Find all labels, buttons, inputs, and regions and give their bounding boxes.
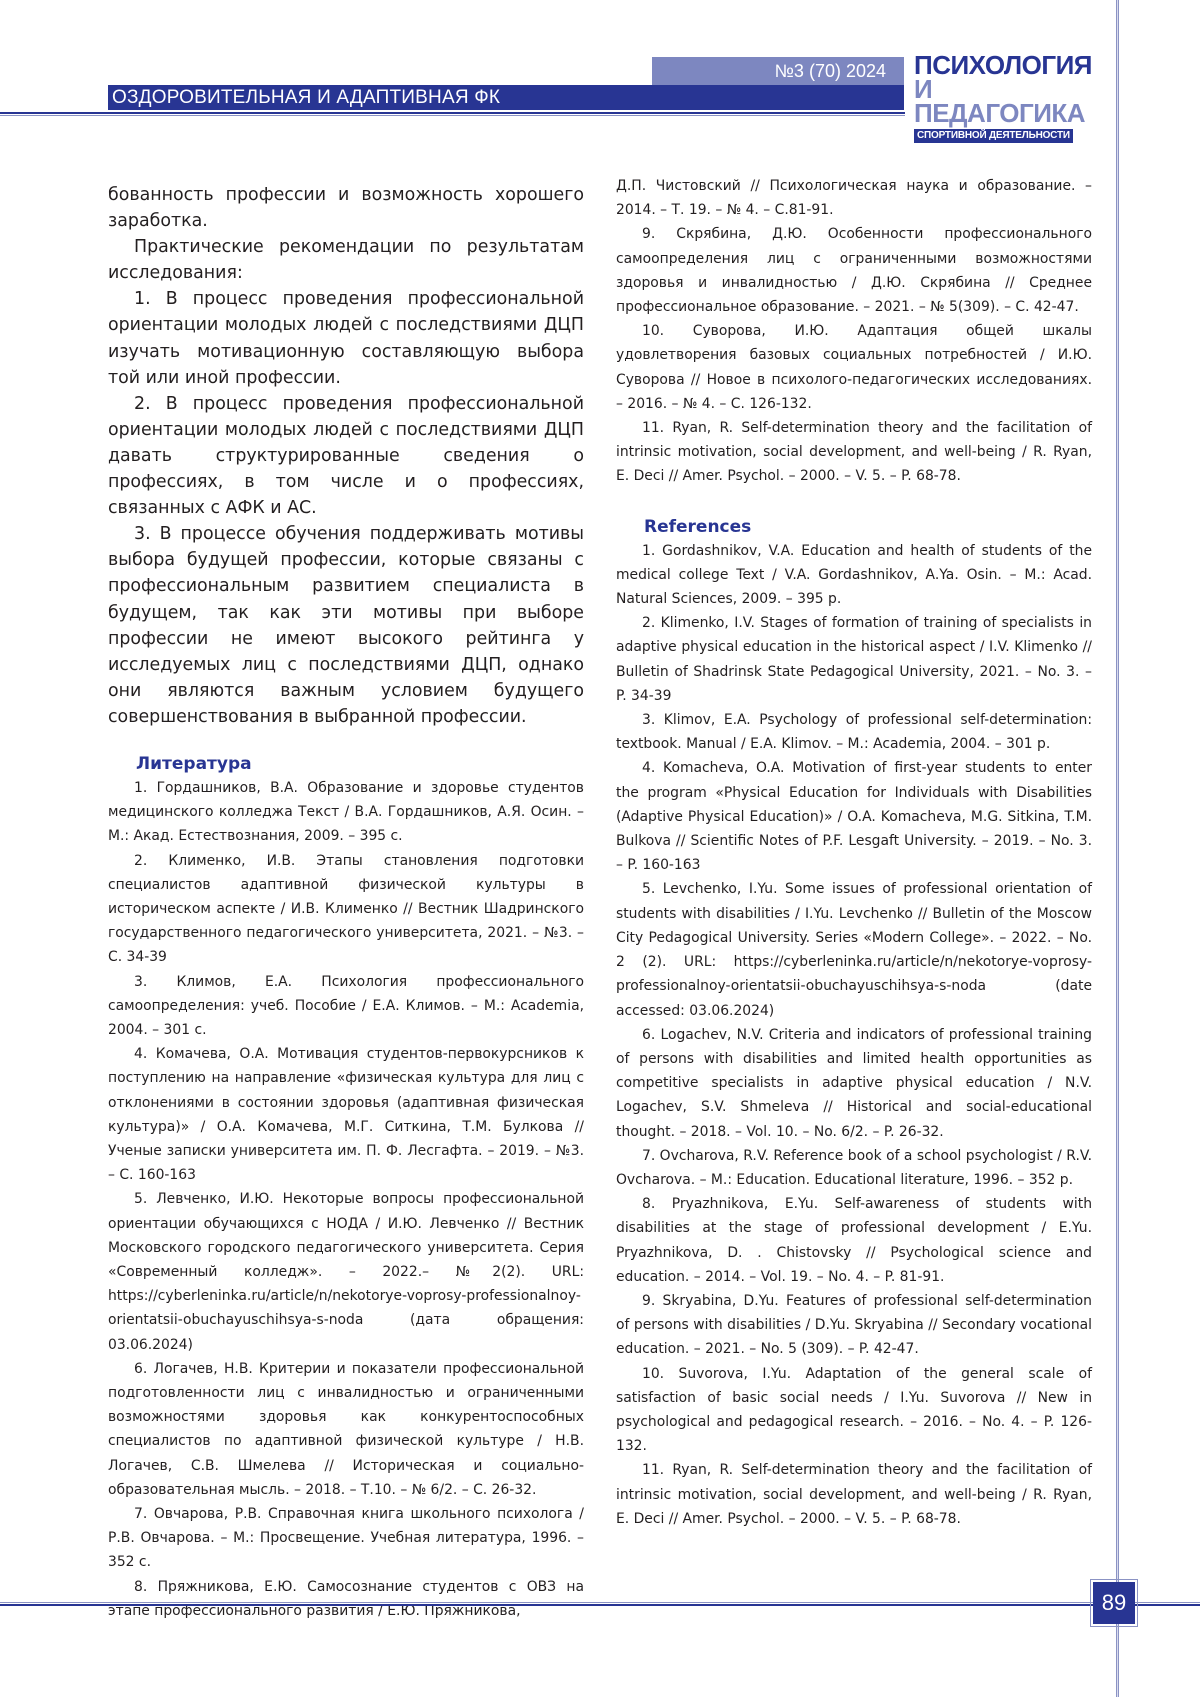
logo-line-2: И ПЕДАГОГИКА: [914, 74, 1086, 128]
literature-item: 6. Логачев, Н.В. Критерии и показатели профессиональной подготовленности лиц с инвалидностью и ограниченными возможностями здоровья как конкурентоспособных специалистов по адаптивной физической культуре / Н.В. Логачев, С.В. Шмелева // Историческая и социально-образовательная мысль. – 2018. – Т.10. – № 6/2. – С. 26-32.: [108, 1360, 584, 1498]
right-column: [616, 174, 1092, 1531]
literature-list: [108, 776, 584, 1623]
reference-item: 5. Levchenko, I.Yu. Some issues of professional orientation of students with disabilities / I.Yu. Levchenko // Bulletin of the Moscow City Pedagogical University. Series «Modern College». – 2022. – No. 2 (2). URL: https://cyberleninka.ru/article/n/nekotorye-voprosy-professionalnoy-orientatsii-obuchayuschihsya-s-noda (date accessed: 03.06.2024): [616, 881, 1092, 1019]
reference-item: 4. Komacheva, O.A. Motivation of first-year students to enter the program «Physical Education for Individuals with Disabilities (Adaptive Physical Education)» / O.A. Komacheva, M.G. Sitkina, T.M. Bulkova // Scientific Notes of P.F. Lesgaft University. – 2019. – No. 3. – P. 160-163: [616, 760, 1092, 874]
header-divider: [0, 112, 905, 116]
body-paragraph: 2. В процесс проведения профессиональной ориентации молодых людей с последствиями ДЦП давать структурированные сведения о профессиях, в том числе и о профессиях, связанных с АФК и АС.: [108, 393, 584, 519]
journal-logo: [914, 50, 1092, 143]
logo-line-1: ПСИХОЛОГИЯ: [914, 50, 1092, 80]
logo-line-3: СПОРТИВНОЙ ДЕЯТЕЛЬНОСТИ: [914, 129, 1073, 143]
footer-divider: [0, 1602, 1200, 1606]
reference-item: 6. Logachev, N.V. Criteria and indicators of professional training of persons with disabilities and limited health opportunities as competitive specialists in adaptive physical education / N.V. Logachev, S.V. Shmeleva // Historical and social-educational thought. – 2018. – Vol. 10. – No. 6/2. – P. 26-32.: [616, 1026, 1092, 1140]
page-number: 89: [1093, 1582, 1135, 1624]
reference-item: 7. Ovcharova, R.V. Reference book of a school psychologist / R.V. Ovcharova. – M.: Education. Educational literature, 1996. – 352 p.: [616, 1147, 1092, 1188]
reference-item: 2. Klimenko, I.V. Stages of formation of training of specialists in adaptive physical education in the historical aspect / I.V. Klimenko // Bulletin of Shadrinsk State Pedagogical University, 2021. – No. 3. – P. 34-39: [616, 615, 1092, 704]
literature-item: 2. Клименко, И.В. Этапы становления подготовки специалистов адаптивной физической культуры в историческом аспекте / И.В. Клименко // Вестник Шадринского государственного педагогического университета, 2021. – №3. – С. 34-39: [108, 852, 584, 966]
reference-item: 8. Pryazhnikova, E.Yu. Self-awareness of students with disabilities at the stage of professional development / E.Yu. Pryazhnikova, D. . Chistovsky // Psychological science and education. – 2014. – Vol. 19. – No. 4. – P. 81-91.: [616, 1196, 1092, 1285]
body-text: [108, 182, 584, 730]
literature-item: 5. Левченко, И.Ю. Некоторые вопросы профессиональной ориентации обучающихся с НОДА / И.Ю. Левченко // Вестник Московского городского педагогического университета. Серия «Современный колледж». – 2022.– №2(2). URL: https://cyberleninka.ru/article/n/nekotorye-voprosy-professionalnoy-orientatsii-obuchayuschihsya-s-noda (дата обращения: 03.06.2024): [108, 1191, 584, 1353]
reference-item: 9. Skryabina, D.Yu. Features of professional self-determination of persons with disabilities / D.Yu. Skryabina // Secondary vocational education. – 2021. – No. 5 (309). – P. 42-47.: [616, 1292, 1092, 1358]
reference-item: 10. Suvorova, I.Yu. Adaptation of the general scale of satisfaction of basic social needs / I.Yu. Suvorova // New in psychological and pedagogical research. – 2016. – No. 4. – P. 126-132.: [616, 1365, 1092, 1455]
body-paragraph: 3. В процессе обучения поддерживать мотивы выбора будущей профессии, которые связаны с профессиональным развитием специалиста в будущем, так как эти мотивы при выборе профессии не имеют высокого рейтинга у исследуемых лиц с последствиями ДЦП, однако они являются важным условием будущего совершенствования в выбранной профессии.: [108, 524, 584, 727]
reference-item: 1. Gordashnikov, V.A. Education and health of students of the medical college Text / V.A. Gordashnikov, A.Ya. Osin. – M.: Acad. Natural Sciences, 2009. – 395 p.: [616, 542, 1092, 608]
reference-item: 3. Klimov, E.A. Psychology of professional self-determination: textbook. Manual / E.A. Klimov. – M.: Academia, 2004. – 301 p.: [616, 712, 1092, 753]
literature-item: Д.П. Чистовский // Психологическая наука и образование. – 2014. – Т. 19. – № 4. – С.81-91.: [616, 178, 1092, 219]
body-paragraph: бованность профессии и возможность хорошего заработка.: [108, 185, 584, 232]
references-heading: References: [644, 516, 752, 537]
literature-item: 10. Суворова, И.Ю. Адаптация общей шкалы удовлетворения базовых социальных потребностей / И.Ю. Суворова // Новое в психолого-педагогических исследованиях. – 2016. – № 4. – С. 126-132.: [616, 323, 1092, 412]
reference-item: 11. Ryan, R. Self-determination theory and the facilitation of intrinsic motivation, social development, and well-being / R. Ryan, E. Deci // Amer. Psychol. – 2000. – V. 5. – P. 68-78.: [616, 1462, 1092, 1527]
literature-item: 4. Комачева, О.А. Мотивация студентов-первокурсников к поступлению на направление «физическая культура для лиц с отклонениями в состоянии здоровья (адаптивная физическая культура)» / О.А. Комачева, М.Г. Ситкина, Т.М. Булкова // Ученые записки университета им. П. Ф. Лесгафта. – 2019. – №3. – С. 160-163: [108, 1046, 584, 1184]
literature-list-continued: [616, 174, 1092, 489]
body-paragraph: 1. В процесс проведения профессиональной ориентации молодых людей с последствиями ДЦП изучать мотивационную составляющую выбора той или иной профессии.: [108, 289, 584, 388]
literature-item: 8. Пряжникова, Е.Ю. Самосознание студентов с ОВЗ на этапе профессионального развития / Е.Ю. Пряжникова,: [108, 1578, 584, 1619]
literature-item: 3. Климов, Е.А. Психология профессионального самоопределения: учеб. Пособие / Е.А. Климов. – М.: Academia, 2004. – 301 с.: [108, 973, 584, 1038]
literature-item: 9. Скрябина, Д.Ю. Особенности профессионального самоопределения лиц с ограниченными возможностями здоровья и инвалидностью / Д.Ю. Скрябина // Среднее профессиональное образование. – 2021. – № 5(309). – С. 42-47.: [616, 226, 1092, 316]
section-title: ОЗДОРОВИТЕЛЬНАЯ И АДАПТИВНАЯ ФК: [108, 85, 904, 110]
references-list: [616, 539, 1092, 1531]
literature-item: 1. Гордашников, В.А. Образование и здоровье студентов медицинского колледжа Текст / В.А. Гордашников, А.Я. Осин. – М.: Акад. Естествознания, 2009. – 395 с.: [108, 779, 584, 845]
literature-item: 11. Ryan, R. Self-determination theory and the facilitation of intrinsic motivation, social development, and well-being / R. Ryan, E. Deci // Amer. Psychol. – 2000. – V. 5. – P. 68-78.: [616, 420, 1092, 485]
issue-number: №3 (70) 2024: [652, 57, 904, 86]
body-paragraph: Практические рекомендации по результатам исследования:: [108, 237, 584, 284]
vertical-margin-rule: [1116, 0, 1119, 1697]
left-column: [108, 182, 584, 1623]
literature-heading: Литература: [136, 753, 252, 774]
literature-item: 7. Овчарова, Р.В. Справочная книга школьного психолога / Р.В. Овчарова. – М.: Просвещение. Учебная литература, 1996. – 352 с.: [108, 1506, 584, 1571]
